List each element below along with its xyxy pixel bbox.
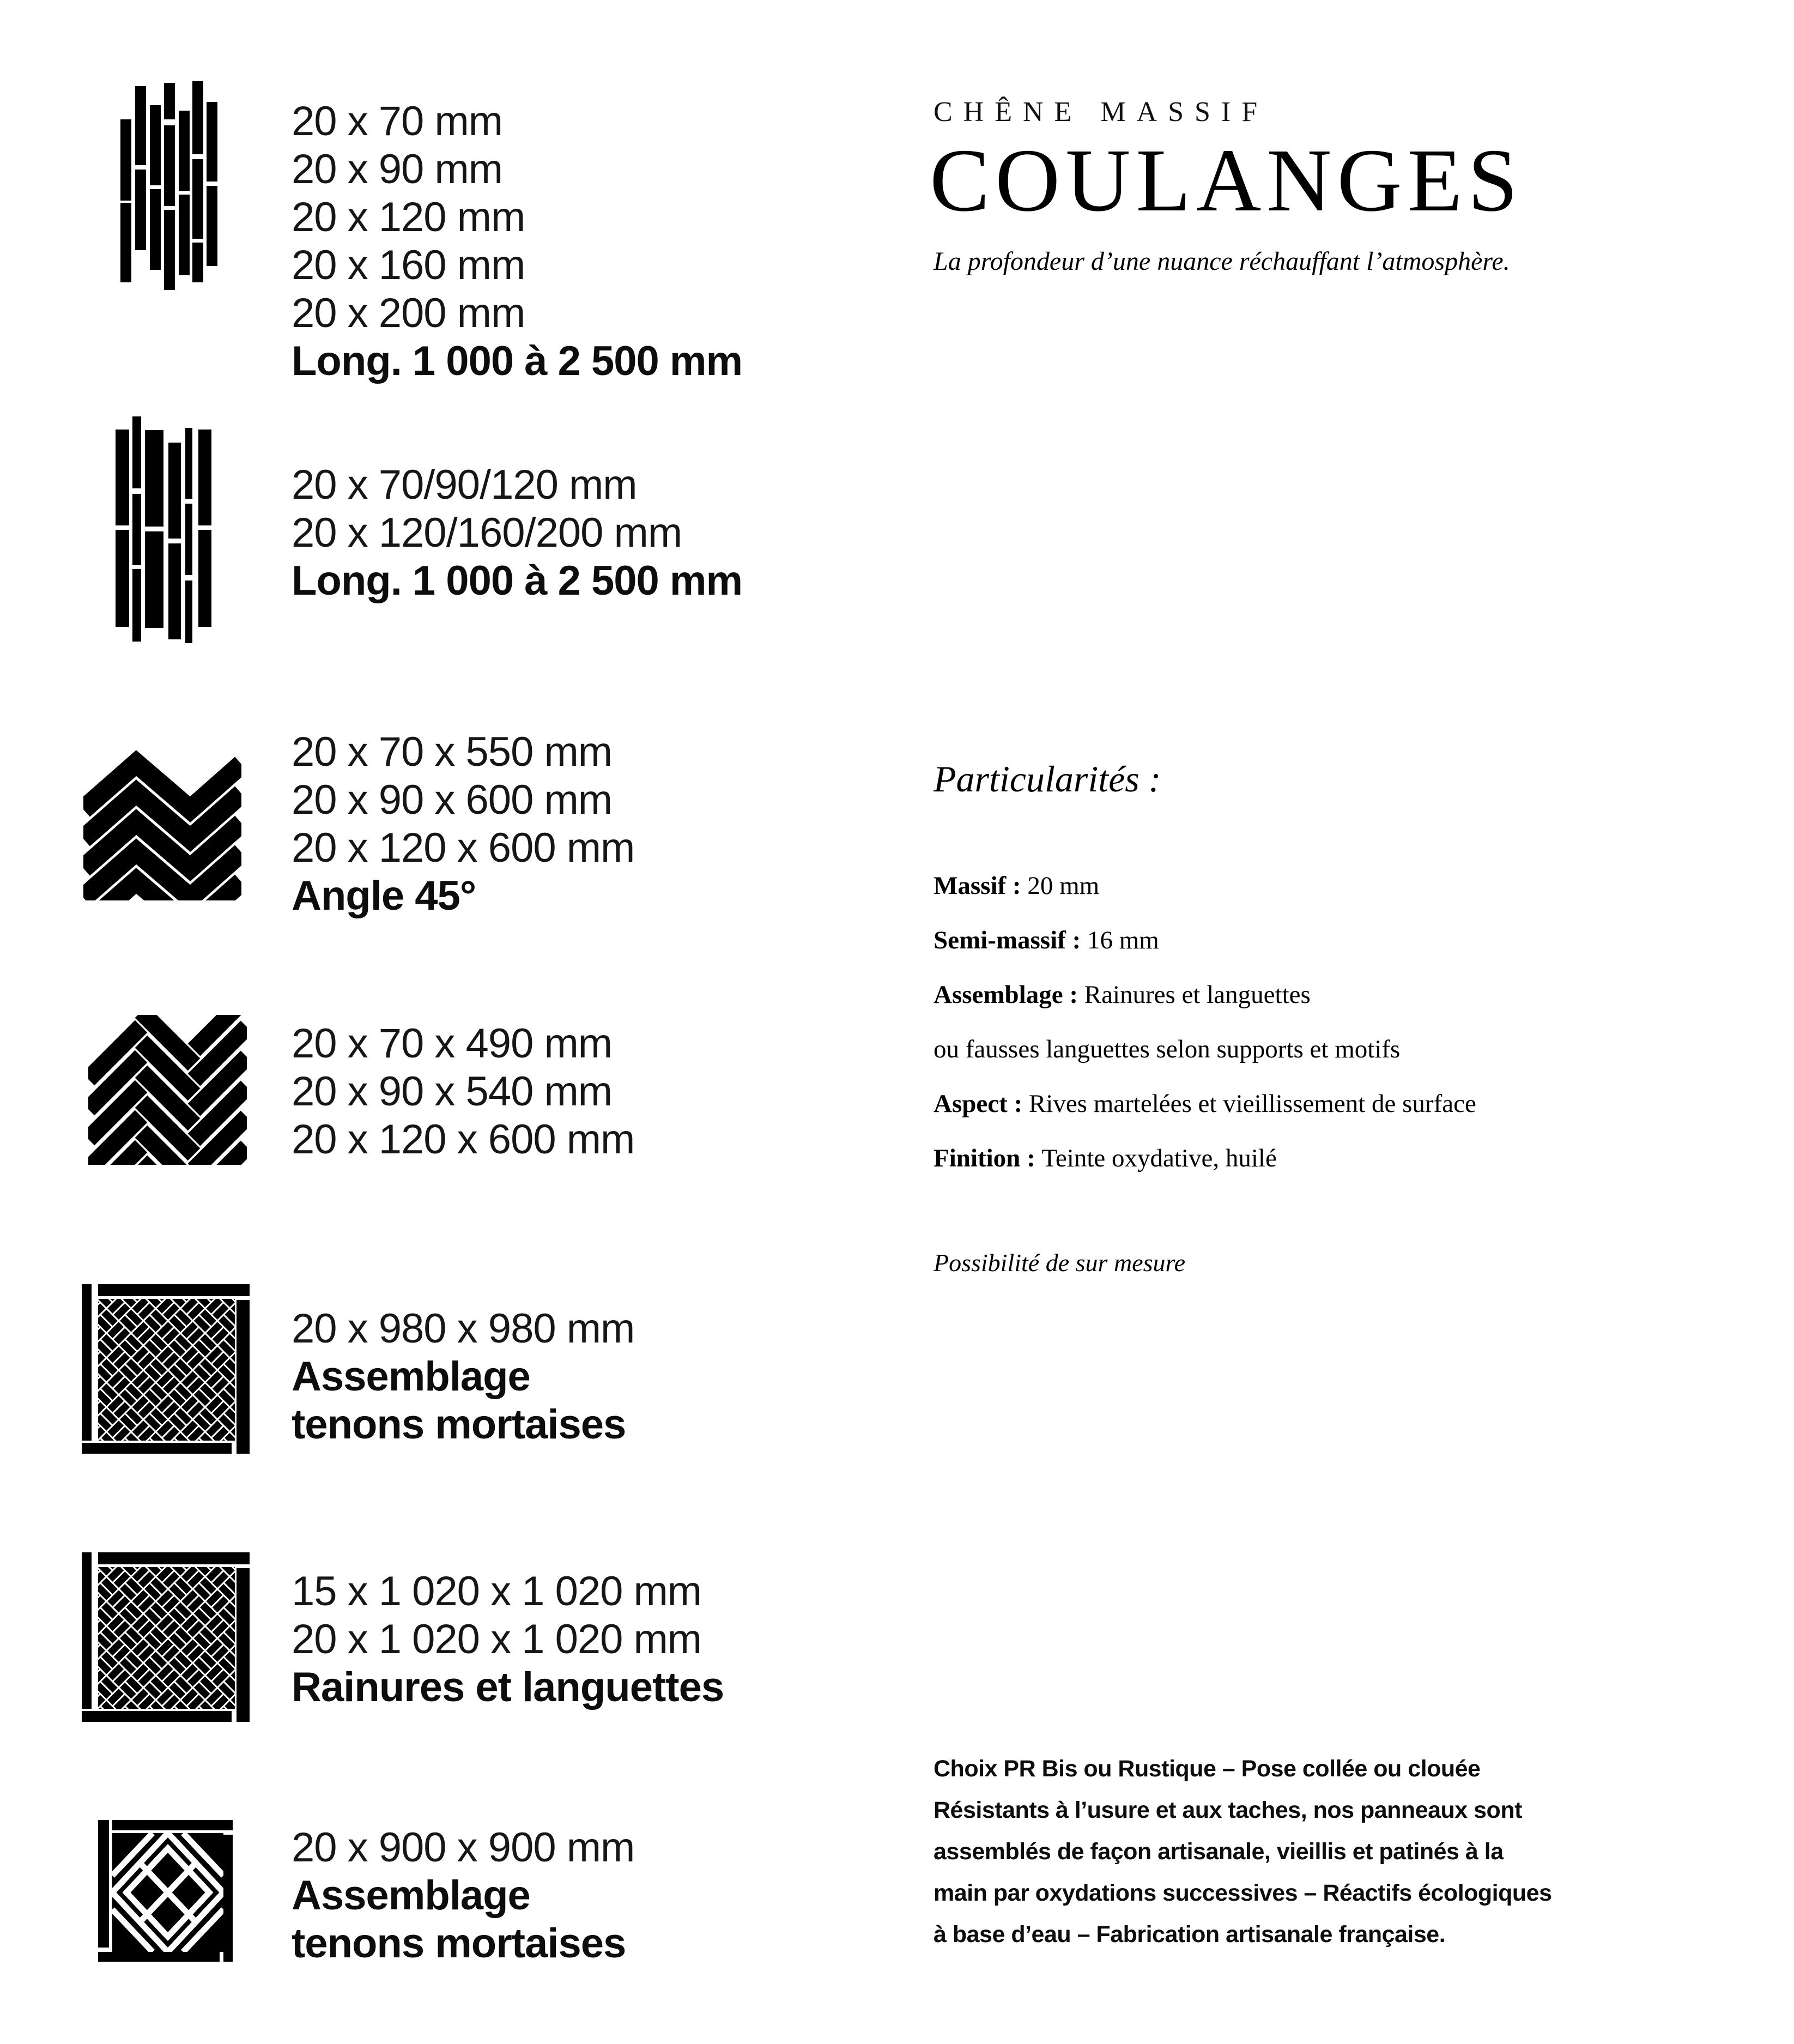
text-line: 20 x 1 020 x 1 020 mm <box>292 1616 702 1662</box>
vertical-planks-icon <box>120 81 217 291</box>
particularite-label: Finition : <box>934 1144 1042 1172</box>
particularite-value: ou fausses languettes selon supports et motifs <box>934 1035 1401 1063</box>
particularite-item <box>934 967 1476 1022</box>
footer-description <box>934 1748 1551 1955</box>
particularites-list <box>934 858 1476 1186</box>
text-line: Assemblage <box>292 1872 530 1919</box>
text-line: 20 x 70 x 490 mm <box>292 1020 613 1067</box>
particularite-item <box>934 858 1476 913</box>
text-line: Assemblage <box>292 1353 530 1400</box>
particularite-item <box>934 1131 1476 1186</box>
text-line: main par oxydations successives – Réactifs écologiques <box>934 1880 1552 1906</box>
text-line: tenons mortaises <box>292 1920 626 1967</box>
particularite-value: Rives martelées et vieillissement de surface <box>1028 1090 1476 1118</box>
basketweave-panel-icon <box>82 1284 250 1454</box>
format-7-specs <box>292 1824 634 1968</box>
format-2-specs <box>292 461 742 605</box>
text-line: 20 x 90 mm <box>292 146 503 192</box>
particularite-value: Rainures et languettes <box>1084 981 1311 1009</box>
text-line: 15 x 1 020 x 1 020 mm <box>292 1568 702 1614</box>
particularite-label: Semi-massif : <box>934 926 1087 954</box>
text-line: 20 x 120 mm <box>292 194 525 240</box>
particularite-label: Massif : <box>934 872 1028 900</box>
custom-size-note: Possibilité de sur mesure <box>934 1249 1186 1277</box>
text-line: 20 x 200 mm <box>292 290 525 336</box>
text-line: 20 x 90 x 600 mm <box>292 777 613 823</box>
text-line: 20 x 160 mm <box>292 242 525 288</box>
text-line: 20 x 980 x 980 mm <box>292 1305 635 1352</box>
text-line: 20 x 70 mm <box>292 98 503 144</box>
particularite-label: Assemblage : <box>934 981 1084 1009</box>
format-1-specs <box>292 98 742 385</box>
text-line: à base d’eau – Fabrication artisanale française. <box>934 1921 1446 1948</box>
text-line: Résistants à l’usure et aux taches, nos panneaux sont <box>934 1797 1522 1823</box>
text-line: Long. 1 000 à 2 500 mm <box>292 338 743 384</box>
page-title: COULANGES <box>930 130 1524 230</box>
particularite-value: 20 mm <box>1027 872 1100 900</box>
particularite-item <box>934 913 1476 967</box>
tagline: La profondeur d’une nuance réchauffant l’atmosphère. <box>934 247 1510 276</box>
particularite-item <box>934 1077 1476 1131</box>
chevron-pattern-icon <box>83 744 241 900</box>
text-line: 20 x 120 x 600 mm <box>292 1116 635 1163</box>
text-line: assemblés de façon artisanale, vieillis et patinés à la <box>934 1839 1504 1865</box>
particularite-label: Aspect : <box>934 1090 1029 1118</box>
text-line: 20 x 120 x 600 mm <box>292 825 635 871</box>
mixed-width-planks-icon <box>116 416 211 643</box>
text-line: tenons mortaises <box>292 1401 626 1448</box>
basketweave-panel-icon <box>82 1552 250 1722</box>
text-line: Rainures et languettes <box>292 1664 724 1710</box>
text-line: 20 x 90 x 540 mm <box>292 1068 613 1115</box>
particularites-heading: Particularités : <box>934 758 1161 800</box>
text-line: Choix PR Bis ou Rustique – Pose collée ou clouée <box>934 1756 1481 1782</box>
herringbone-pattern-icon <box>88 1015 247 1165</box>
text-line: Angle 45° <box>292 873 476 919</box>
format-4-specs <box>292 1020 634 1164</box>
particularite-item <box>934 1022 1476 1077</box>
particularite-value: 16 mm <box>1087 926 1159 954</box>
format-3-specs <box>292 728 634 920</box>
text-line: 20 x 900 x 900 mm <box>292 1824 635 1871</box>
text-line: 20 x 70/90/120 mm <box>292 462 637 508</box>
particularite-value: Teinte oxydative, huilé <box>1041 1144 1277 1172</box>
text-line: 20 x 70 x 550 mm <box>292 729 613 775</box>
format-5-specs <box>292 1305 634 1449</box>
collection-surtitle: CHÊNE MASSIF <box>934 96 1269 128</box>
text-line: Long. 1 000 à 2 500 mm <box>292 558 743 604</box>
text-line: 20 x 120/160/200 mm <box>292 510 682 556</box>
diamond-panel-icon <box>98 1820 233 1962</box>
format-6-specs <box>292 1568 724 1712</box>
